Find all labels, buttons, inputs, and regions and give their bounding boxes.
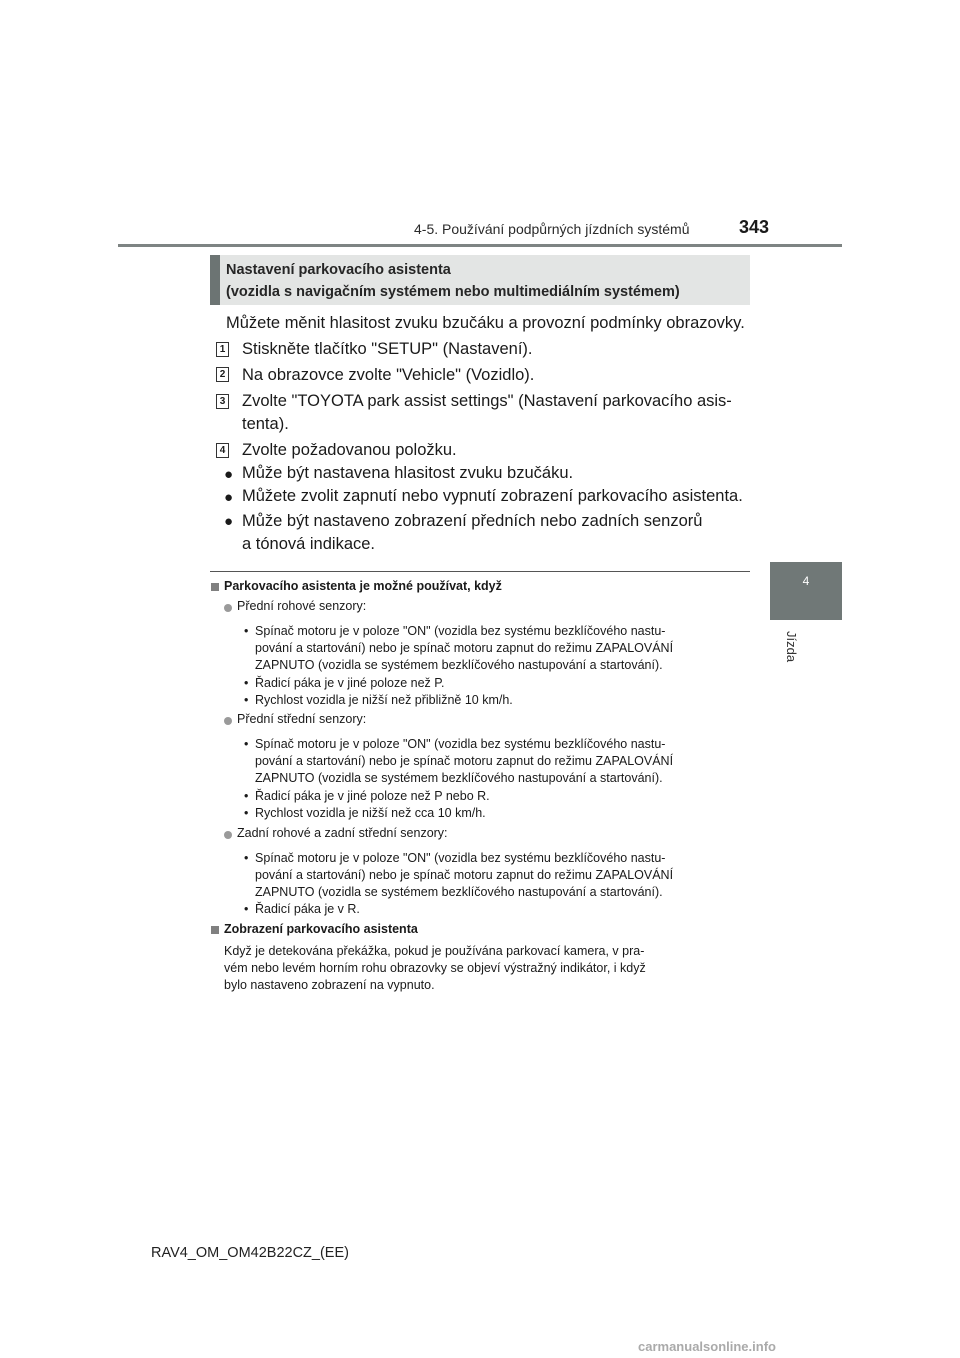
notes-paragraph-line-1: Když je detekována překážka, pokud je používána parkovací kamera, v pra-	[224, 944, 645, 958]
circle-bullet-icon	[224, 717, 232, 725]
running-header-section: 4-5. Používání podpůrných jízdních systémů	[414, 221, 690, 237]
bullet-icon: ●	[224, 489, 234, 506]
dot-bullet-icon: •	[244, 676, 249, 690]
group-2-item-1-line-2: pování a startování) nebo je spínač motoru zapnut do režimu ZAPALOVÁNÍ	[255, 754, 674, 768]
section-title-line-1: Nastavení parkovacího asistenta	[226, 262, 451, 278]
circle-bullet-icon	[224, 831, 232, 839]
bullet-icon: ●	[224, 513, 234, 530]
chapter-tab-number: 4	[802, 574, 810, 588]
step-2-text: Na obrazovce zvolte "Vehicle" (Vozidlo).	[242, 366, 535, 384]
bullet-icon: ●	[224, 466, 234, 483]
notes-paragraph-line-2: vém nebo levém horním rohu obrazovky se objeví výstražný indikátor, i když	[224, 961, 646, 975]
group-1-item-2: Řadicí páka je v jiné poloze než P.	[255, 676, 445, 690]
intro-text: Můžete měnit hlasitost zvuku bzučáku a provozní podmínky obrazovky.	[226, 314, 745, 332]
dot-bullet-icon: •	[244, 902, 249, 916]
step-4-text: Zvolte požadovanou položku.	[242, 441, 457, 459]
group-3-item-1-line-1: Spínač motoru je v poloze "ON" (vozidla bez systému bezklíčového nastu-	[255, 851, 666, 865]
bullet-2-text: Můžete zvolit zapnutí nebo vypnutí zobrazení parkovacího asistenta.	[242, 487, 743, 505]
group-2-item-1-line-3: ZAPNUTO (vozidla se systémem bezklíčového nastupování a startování).	[255, 771, 663, 785]
group-3-item-1-line-2: pování a startování) nebo je spínač motoru zapnut do režimu ZAPALOVÁNÍ	[255, 868, 674, 882]
group-2-item-2: Řadicí páka je v jiné poloze než P nebo R.	[255, 789, 490, 803]
bullet-3-text-line-2: a tónová indikace.	[242, 535, 376, 553]
header-rule	[118, 244, 842, 247]
section-title-line-2: (vozidla s navigačním systémem nebo multimediálním systémem)	[226, 284, 680, 300]
chapter-tab-label: Jízda	[784, 631, 799, 663]
step-3-text-line-2: tenta).	[242, 415, 289, 433]
square-bullet-icon	[211, 926, 219, 934]
group-2-item-1-line-1: Spínač motoru je v poloze "ON" (vozidla bez systému bezklíčového nastu-	[255, 737, 666, 751]
group-3-title: Zadní rohové a zadní střední senzory:	[237, 826, 448, 840]
group-1-item-1-line-3: ZAPNUTO (vozidla se systémem bezklíčového nastupování a startování).	[255, 658, 663, 672]
group-1-item-1-line-2: pování a startování) nebo je spínač motoru zapnut do režimu ZAPALOVÁNÍ	[255, 641, 674, 655]
notes-divider	[210, 571, 750, 572]
bullet-3-text-line-1: Může být nastaveno zobrazení předních nebo zadních senzorů	[242, 512, 703, 530]
step-number-1: 1	[216, 342, 229, 357]
square-bullet-icon	[211, 583, 219, 591]
group-2-title: Přední střední senzory:	[237, 712, 367, 726]
watermark: carmanualsonline.info	[638, 1339, 776, 1354]
group-1-title: Přední rohové senzory:	[237, 599, 367, 613]
notes-heading-2: Zobrazení parkovacího asistenta	[224, 922, 418, 936]
group-2-item-3: Rychlost vozidla je nižší než cca 10 km/h.	[255, 806, 486, 820]
dot-bullet-icon: •	[244, 737, 249, 751]
step-3-text-line-1: Zvolte "TOYOTA park assist settings" (Nastavení parkovacího asis-	[242, 392, 732, 410]
group-1-item-1-line-1: Spínač motoru je v poloze "ON" (vozidla bez systému bezklíčového nastu-	[255, 624, 666, 638]
chapter-tab	[770, 562, 842, 620]
circle-bullet-icon	[224, 604, 232, 612]
step-1-text: Stiskněte tlačítko "SETUP" (Nastavení).	[242, 340, 533, 358]
dot-bullet-icon: •	[244, 624, 249, 638]
notes-heading-1: Parkovacího asistenta je možné používat, když	[224, 579, 502, 593]
dot-bullet-icon: •	[244, 851, 249, 865]
dot-bullet-icon: •	[244, 693, 249, 707]
notes-paragraph-line-3: bylo nastaveno zobrazení na vypnuto.	[224, 978, 435, 992]
group-3-item-2: Řadicí páka je v R.	[255, 902, 360, 916]
dot-bullet-icon: •	[244, 806, 249, 820]
group-1-item-3: Rychlost vozidla je nižší než přibližně 10 km/h.	[255, 693, 513, 707]
group-3-item-1-line-3: ZAPNUTO (vozidla se systémem bezklíčového nastupování a startování).	[255, 885, 663, 899]
step-number-2: 2	[216, 367, 229, 382]
step-number-4: 4	[216, 443, 229, 458]
dot-bullet-icon: •	[244, 789, 249, 803]
page-number: 343	[739, 217, 770, 237]
step-number-3: 3	[216, 394, 229, 409]
bullet-1-text: Může být nastavena hlasitost zvuku bzučáku.	[242, 464, 574, 482]
document-code-footer: RAV4_OM_OM42B22CZ_(EE)	[151, 1245, 349, 1261]
